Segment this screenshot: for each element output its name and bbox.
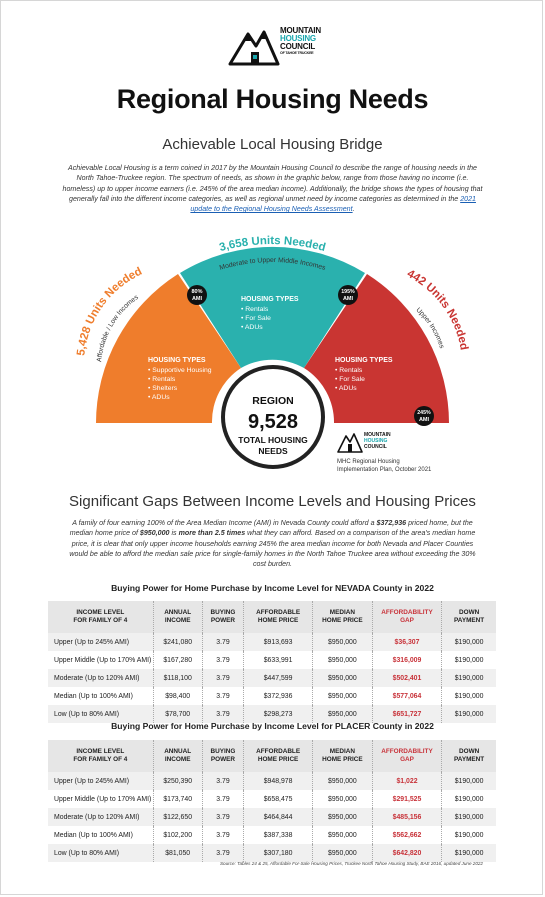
placer-table	[48, 740, 496, 862]
logo-line-2: HOUSING	[280, 34, 316, 43]
gaps-heading: Significant Gaps Between Income Levels and Housing Prices	[69, 493, 476, 510]
ami-badge-245-label: AMI	[418, 417, 430, 423]
ami-badge-195	[338, 285, 358, 305]
bridge-heading: Achievable Local Housing Bridge	[162, 136, 383, 153]
svg-text:MOUNTAIN: MOUNTAIN	[364, 432, 391, 438]
table-row: Upper (Up to 245% AMI) $241,080 3.79 $913,693 $950,000 $36,307 $190,000	[48, 633, 496, 651]
col-income-level: INCOME LEVEL FOR FAMILY OF 4	[48, 601, 153, 633]
table-row: Median (Up to 100% AMI) $102,200 3.79 $387,338 $950,000 $562,662 $190,000	[48, 826, 496, 844]
svg-text:HOUSING: HOUSING	[364, 438, 388, 444]
ami-badge-80	[187, 285, 207, 305]
table-row: Upper Middle (Up to 170% AMI) $173,740 3.79 $658,475 $950,000 $291,525 $190,000	[48, 790, 496, 808]
center-label-2: NEEDS	[258, 446, 288, 456]
col-down-payment: DOWN PAYMENT	[442, 740, 496, 772]
table-row: Upper Middle (Up to 170% AMI) $167,280 3.79 $633,991 $950,000 $316,009 $190,000	[48, 651, 496, 669]
table-row: Low (Up to 80% AMI) $78,700 3.79 $298,273 $950,000 $651,727 $190,000	[48, 705, 496, 723]
left-housing-types-heading: HOUSING TYPES	[148, 357, 206, 364]
col-median-price: MEDIAN HOME PRICE	[312, 601, 372, 633]
gaps-median-price: $950,000	[139, 529, 170, 538]
ami-badge-245-pct: 245%	[417, 410, 431, 416]
page-title: Regional Housing Needs	[116, 84, 429, 114]
col-affordability-gap: AFFORDABILITY GAP	[372, 740, 441, 772]
gaps-affordable-price: $372,936	[376, 519, 407, 527]
small-mhc-logo-icon	[338, 432, 391, 452]
right-income-category: Upper Incomes	[414, 306, 446, 350]
col-buying-power: BUYING POWER	[202, 601, 244, 633]
left-housing-type-1: • Supportive Housing	[148, 367, 212, 374]
credit-line-1: MHC Regional Housing	[337, 459, 400, 465]
nevada-header-row	[48, 601, 496, 633]
logo-wordmark	[280, 27, 321, 56]
logo-line-4: OF TAHOE TRUCKEE	[280, 51, 314, 55]
nevada-table	[48, 601, 496, 723]
col-buying-power: BUYING POWER	[202, 740, 244, 772]
left-housing-type-4: • ADUs	[148, 394, 170, 401]
table-row: Low (Up to 80% AMI) $81,050 3.79 $307,180 $950,000 $642,820 $190,000	[48, 844, 496, 862]
svg-text:COUNCIL: COUNCIL	[364, 444, 387, 450]
center-region-label: REGION	[252, 395, 294, 407]
left-housing-type-2: • Rentals	[148, 376, 176, 383]
gaps-paragraph	[62, 518, 483, 569]
center-total-value: 9,528	[247, 411, 299, 433]
gaps-text-g: what they can afford. Based on a comparison of the area's median home price, it is clear that only upper income households earning 245% the area median income for both Nevada and Placer Counties would be able to afford the median sale price for single-family homes in the North Tahoe Truckee area without exceeding the 30% cost burden.	[69, 529, 476, 569]
table-row: Median (Up to 100% AMI) $98,400 3.79 $372,936 $950,000 $577,064 $190,000	[48, 687, 496, 705]
table-row: Moderate (Up to 120% AMI) $118,100 3.79 $447,599 $950,000 $502,401 $190,000	[48, 669, 496, 687]
col-median-price: MEDIAN HOME PRICE	[312, 740, 372, 772]
left-units-needed: 5,428 Units Needed	[75, 265, 145, 357]
center-label-1: TOTAL HOUSING	[238, 435, 308, 445]
middle-housing-type-2: • For Sale	[241, 315, 271, 322]
intro-paragraph	[62, 163, 483, 214]
ami-badge-195-label: AMI	[342, 296, 354, 302]
ami-badge-80-pct: 80%	[191, 289, 203, 295]
ami-badge-80-label: AMI	[191, 296, 203, 302]
col-income-level: INCOME LEVEL FOR FAMILY OF 4	[48, 740, 153, 772]
ami-badge-245	[414, 406, 434, 426]
col-down-payment: DOWN PAYMENT	[442, 601, 496, 633]
gaps-text-e: is	[169, 529, 179, 538]
left-housing-type-3: • Shelters	[148, 385, 178, 392]
right-housing-types-heading: HOUSING TYPES	[335, 357, 393, 364]
gaps-text-c: priced home, but the median home price of	[69, 519, 473, 538]
placer-table-title: Buying Power for Home Purchase by Income Level for PLACER County in 2022	[111, 721, 434, 731]
col-annual-income: ANNUAL INCOME	[153, 601, 202, 633]
intro-end: .	[352, 205, 355, 214]
housing-bridge-graphic	[0, 220, 545, 490]
gaps-text-a: A family of four earning 100% of the Area Median Income (AMI) in Nevada County could afford a	[72, 519, 377, 527]
col-affordable-price: AFFORDABLE HOME PRICE	[244, 740, 313, 772]
col-affordability-gap: AFFORDABILITY GAP	[372, 601, 441, 633]
credit-line-2: Implementation Plan, October 2021	[337, 467, 432, 473]
middle-housing-type-3: • ADUs	[241, 324, 263, 331]
intro-text: Achievable Local Housing is a term coined in 2017 by the Mountain Housing Council to describe the range of housing needs in the North Tahoe-Truckee region. The spectrum of needs, as shown in the graphic below, range from those having no income (i.e. homeless) up to upper income earners (i.e. 245% of the area median income). Additionally, the bridge shows the types of housing that generally fall into the different income categories, as well as regional unmet need by income categories as determined in the	[62, 164, 483, 203]
logo-line-3: COUNCIL	[280, 42, 316, 51]
gaps-multiple: more than 2.5 times	[178, 529, 246, 538]
source-note: Source: Tables 24 & 25, Affordable For-Sale Housing Prices, Truckee North Tahoe Housing Study, BAE 2016, updated June 2022	[219, 861, 483, 866]
middle-housing-types-heading: HOUSING TYPES	[241, 296, 299, 303]
middle-income-category: Moderate to Upper Middle Incomes	[218, 256, 327, 272]
middle-units-needed: 3,658 Units Needed	[218, 234, 327, 255]
right-housing-type-3: • ADUs	[335, 385, 357, 392]
middle-housing-type-1: • Rentals	[241, 306, 269, 313]
ami-badge-195-pct: 195%	[341, 289, 355, 295]
logo-line-1: MOUNTAIN	[280, 26, 321, 35]
rhna-link[interactable]: 2021 update to the Regional Housing Needs Assessment	[190, 194, 476, 214]
nevada-table-title: Buying Power for Home Purchase by Income Level for NEVADA County in 2022	[111, 583, 434, 593]
table-row: Moderate (Up to 120% AMI) $122,650 3.79 $464,844 $950,000 $485,156 $190,000	[48, 808, 496, 826]
placer-header-row	[48, 740, 496, 772]
col-affordable-price: AFFORDABLE HOME PRICE	[244, 601, 313, 633]
right-units-needed: 442 Units Needed	[404, 267, 470, 352]
right-housing-type-2: • For Sale	[335, 376, 365, 383]
left-income-category: Affordable / Low Incomes	[96, 293, 140, 363]
table-row: Upper (Up to 245% AMI) $250,390 3.79 $948,978 $950,000 $1,022 $190,000	[48, 772, 496, 790]
right-housing-type-1: • Rentals	[335, 367, 363, 374]
col-annual-income: ANNUAL INCOME	[153, 740, 202, 772]
